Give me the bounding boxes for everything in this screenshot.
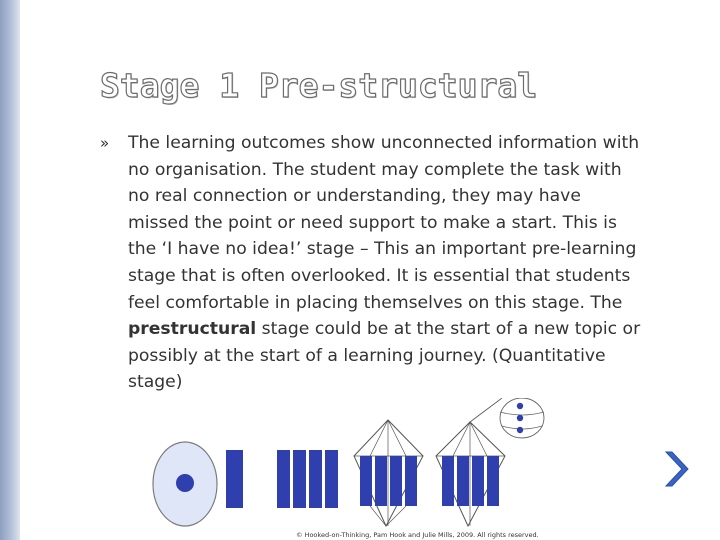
copyright-notice: © Hooked-on-Thinking, Pam Hook and Julie Mills, 2009. All rights reserved.: [296, 531, 539, 539]
relational-shape: [354, 420, 423, 526]
slide-title: Stage 1 Pre-structural: [100, 66, 538, 105]
chevron-right-icon[interactable]: [660, 448, 690, 490]
paragraph-text-start: The learning outcomes show unconnected information with no organisation. The student may complete the task with no real connection or understanding, they may have missed the point or need support to make a start. This is the ‘I have no idea!’ stage – This an important pre-learning stage that is often overlooked. It is essential that students feel comfortable in placing themselves on this stage. The: [128, 133, 640, 313]
solo-taxonomy-diagram: [140, 398, 620, 528]
bullet-marker: »: [100, 134, 110, 152]
body-paragraph: [128, 130, 645, 396]
prestructural-shape: [153, 442, 217, 526]
multistructural-shape: [277, 450, 338, 508]
slide-body: [100, 130, 645, 396]
left-decorative-bar: [0, 0, 20, 540]
paragraph-bold-term: prestructural: [128, 319, 257, 340]
unistructural-shape: [226, 450, 243, 508]
extended-abstract-shape: [436, 398, 544, 526]
paragraph-text-end: stage could be at the start of a new topic or possibly at the start of a learning journey. (Quantitative stage): [128, 319, 641, 393]
